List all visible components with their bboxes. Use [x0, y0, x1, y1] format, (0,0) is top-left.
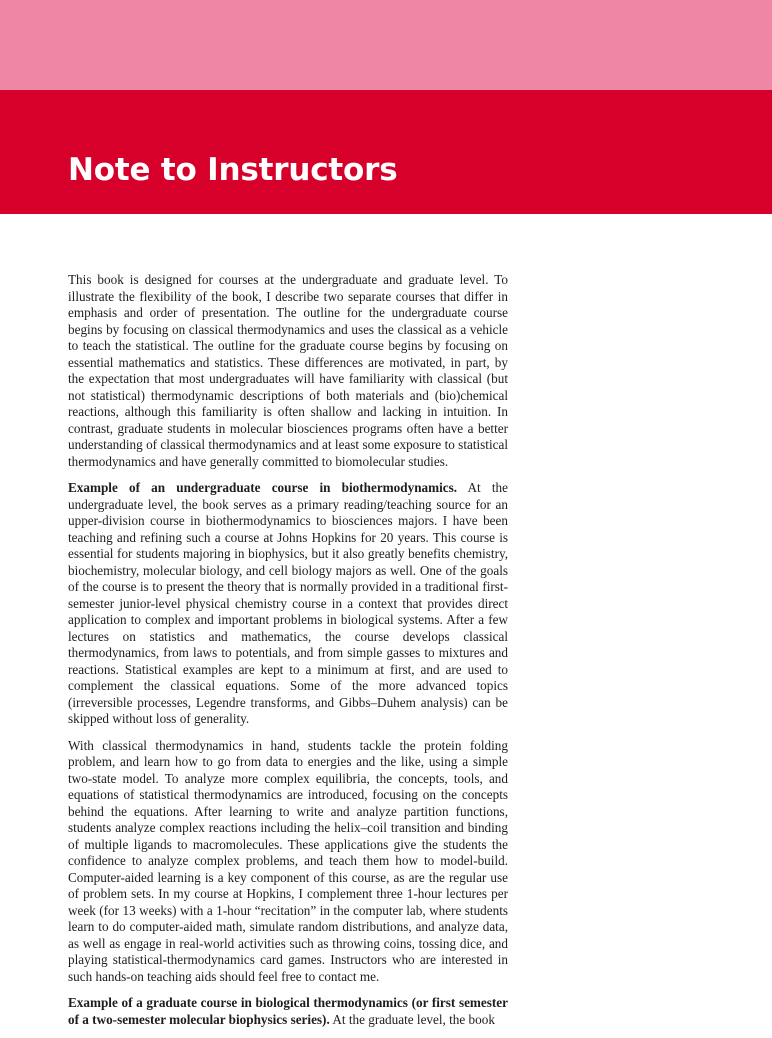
body-text — [68, 272, 508, 1038]
paragraph-undergraduate-course — [68, 480, 508, 728]
paragraph-graduate-text: At the graduate level, the book — [332, 1011, 495, 1027]
header-top-band — [0, 0, 772, 90]
header-title-band — [0, 90, 772, 214]
paragraph-undergraduate-text: At the undergraduate level, the book serves as a primary reading/teaching source for an upper-division course in biothermodynamics to biosciences majors. I have been teaching and refining such a course at Johns Hopkins for 20 years. This course is essential for students majoring in biophysics, but it also greatly benefits chemistry, biochemistry, molecular biology, and cell biology majors as well. One of the goals of the course is to present the theory that is normally provided in a traditional first-semester junior-level physical chemistry course in a context that provides direct application to complex and important problems in biological systems. After a few lectures on statistics and mathematics, the course develops classical thermodynamics, from laws to potentials, and from simple gasses to mixtures and reactions. Statistical examples are kept to a minimum at first, and are used to complement the classical equations. Some of the more advanced topics (irreversible processes, Legendre transforms, and Gibbs–Duhem analysis) can be skipped without loss of generality. — [68, 480, 508, 726]
paragraph-classical-thermodynamics: With classical thermodynamics in hand, students tackle the protein folding problem, and learn how to go from data to energies and the like, using a simple two-state model. To analyze more complex equilibria, the concepts, tools, and equations of statistical thermodynamics are introduced, focusing on the concepts behind the equations. After learning to write and analyze partition functions, students analyze complex reactions including the helix–coil transition and binding of multiple ligands to macromolecules. These applications give the students the confidence to analyze complex problems, and teach them how to model-build. Computer-aided learning is a key component of this course, as are the regular use of problem sets. In my course at Hopkins, I complement three 1-hour lectures per week (for 13 weeks) with a 1-hour “recitation” in the computer lab, where students learn to do computer-aided math, simulate random distributions, and analyze data, as well as engage in real-world activities such as throwing coins, tossing dice, and playing statistical-thermodynamics card games. Instructors who are interested in such hands-on teaching aids should feel free to contact me. — [68, 737, 508, 984]
paragraph-heading-graduate: Example of a graduate course in biological thermodynamics (or first semester of a two-semester molecular biophysics series). — [68, 995, 508, 1027]
paragraph-heading-undergraduate: Example of an undergraduate course in biothermodynamics. — [68, 480, 458, 495]
paragraph-intro: This book is designed for courses at the undergraduate and graduate level. To illustrate the flexibility of the book, I describe two separate courses that differ in emphasis and order of presentation. The outline for the undergraduate course begins by focusing on classical thermodynamics and uses the classical as a vehicle to teach the statistical. The outline for the graduate course begins by focusing on essential mathematics and statistics. These differences are motivated, in part, by the expectation that most undergraduates will have familiarity with classical (but not statistical) thermodynamic descriptions of both materials and (bio)chemical reactions, although this familiarity is often shallow and lacking in intuition. In contrast, graduate students in molecular biosciences programs often have a better understanding of classical thermodynamics and at least some exposure to statistical thermodynamics and have generally committed to biomolecular studies. — [68, 272, 508, 469]
page-title: Note to Instructors — [68, 152, 398, 188]
